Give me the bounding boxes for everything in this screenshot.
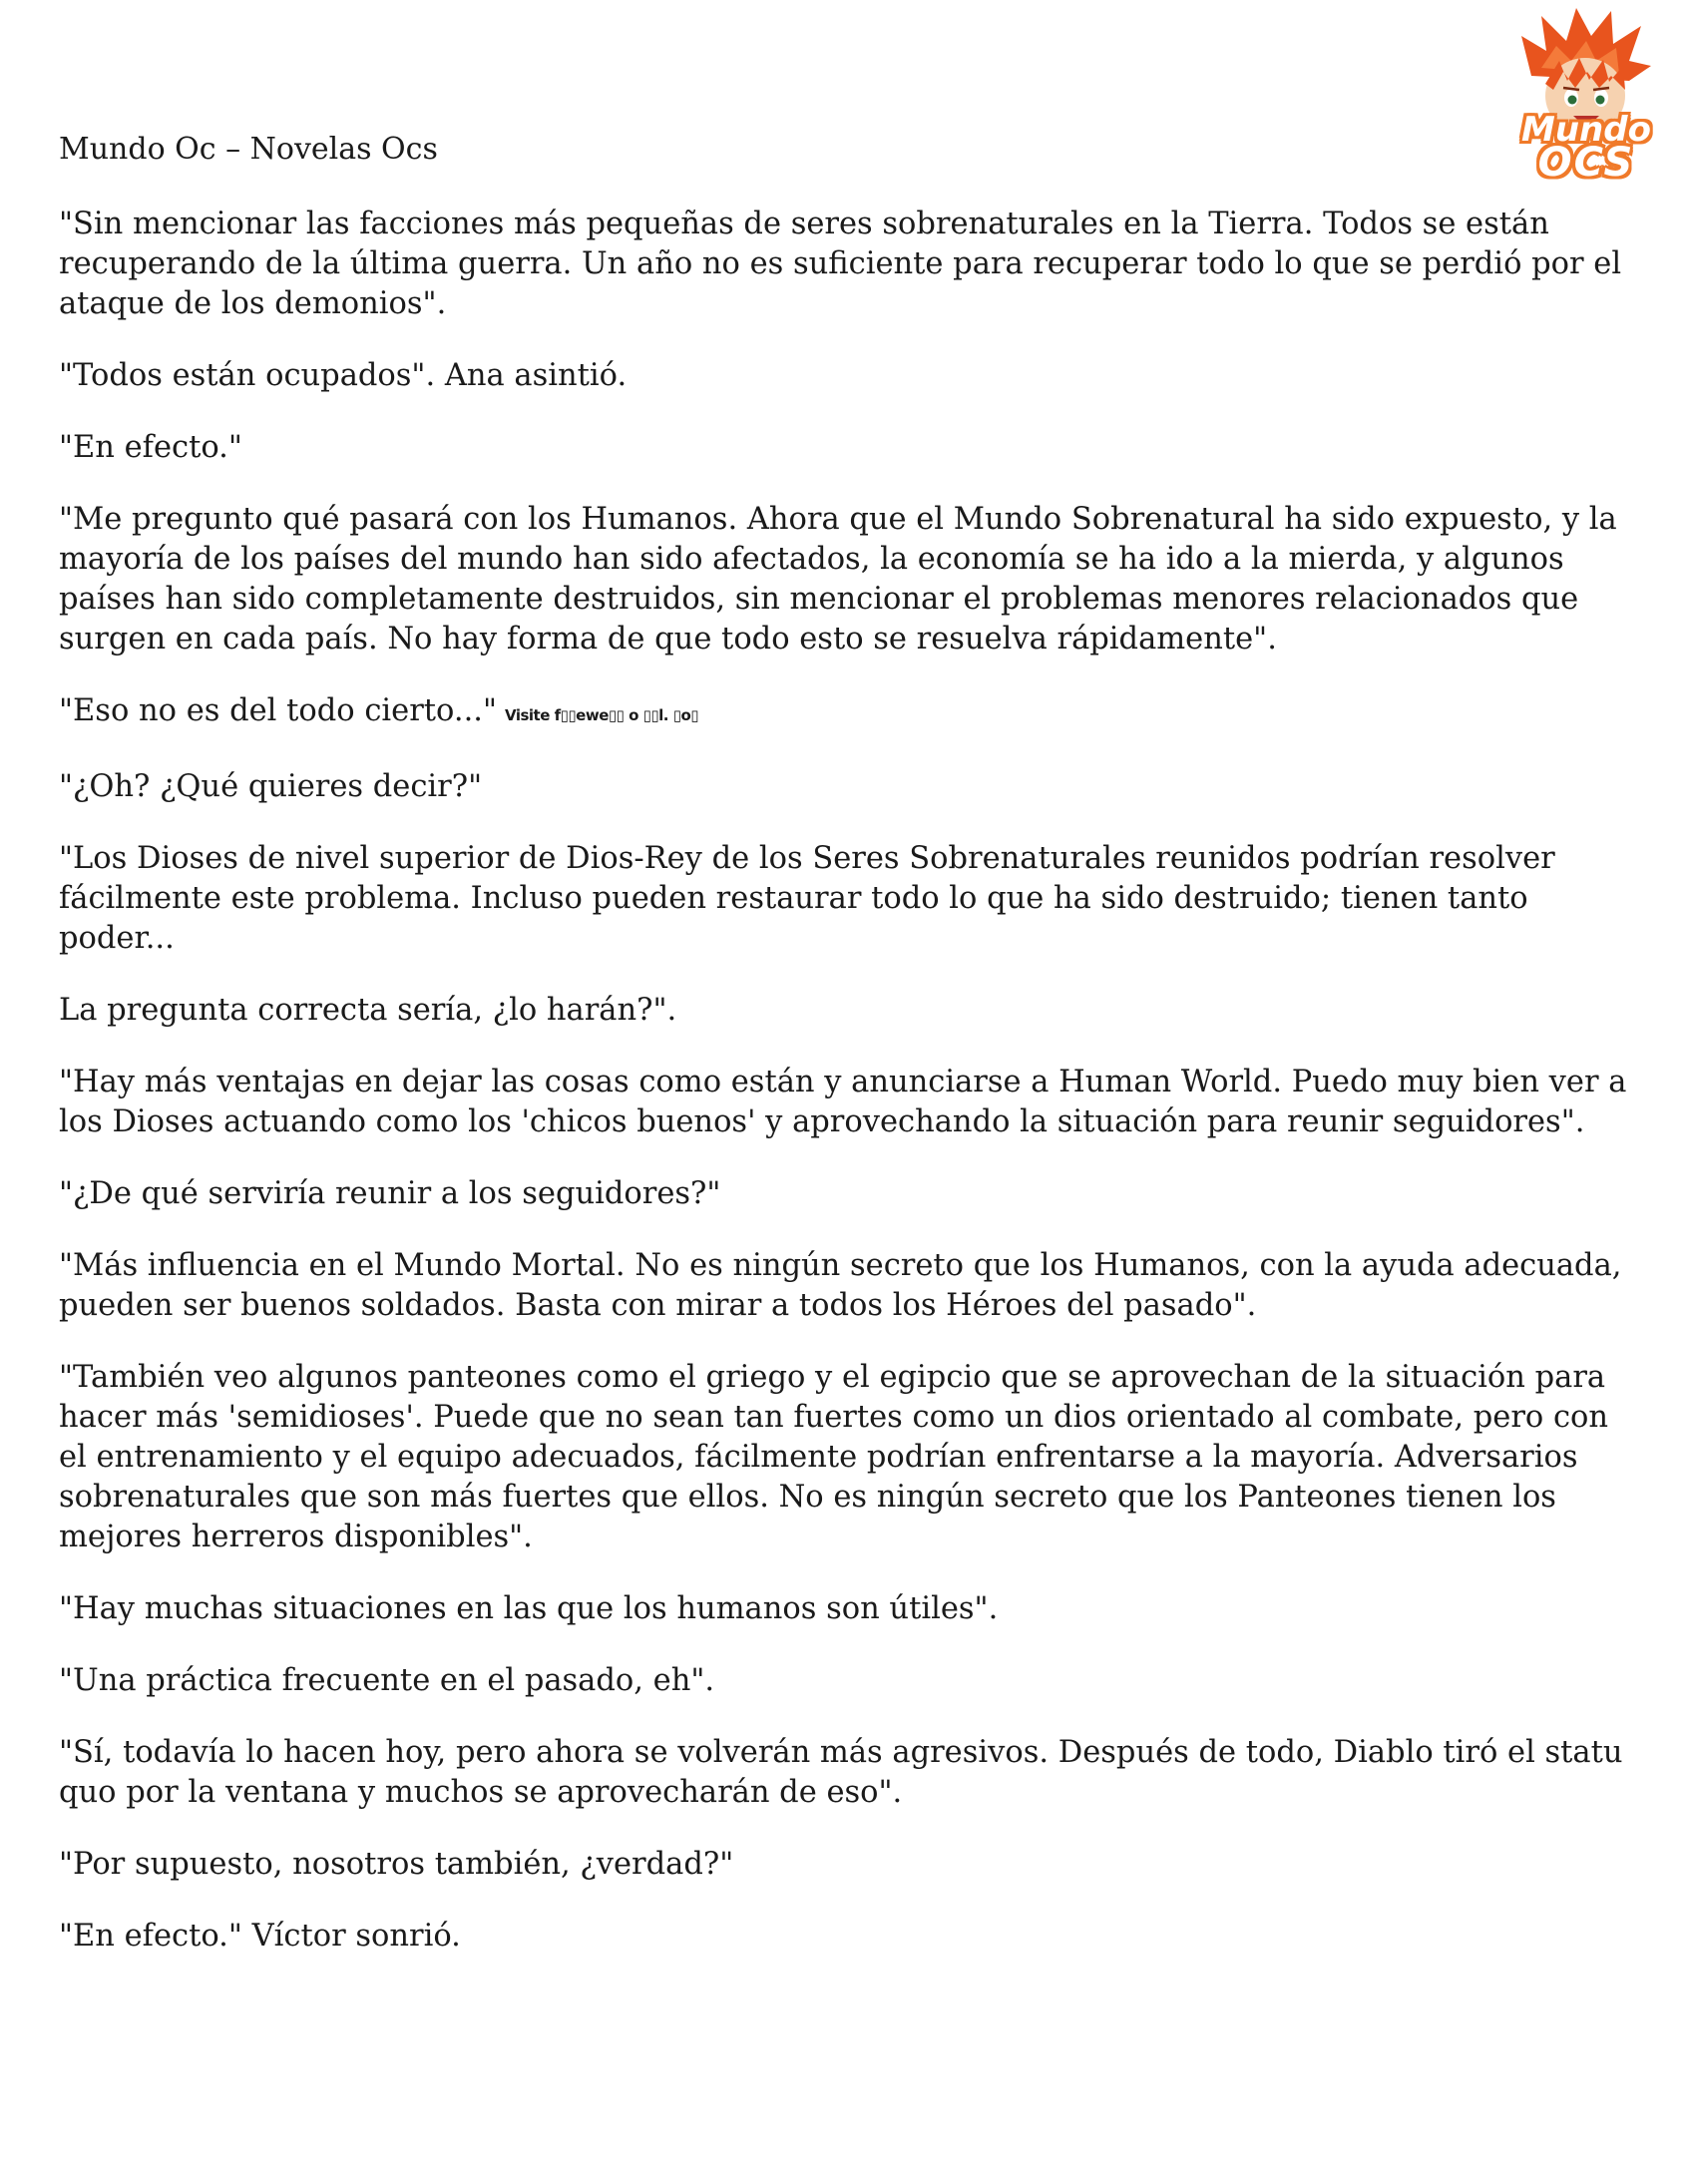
paragraph-text: "Eso no es del todo cierto...": [59, 693, 497, 728]
paragraph: "Sí, todavía lo hacen hoy, pero ahora se volverán más agresivos. Después de todo, Diablo tiró el statu quo por la ventana y muchos se aprovecharán de eso".: [59, 1735, 1623, 1810]
logo-wordmark: [1501, 110, 1671, 186]
paragraph: "En efecto.": [59, 430, 242, 465]
paragraph: "Hay muchas situaciones en las que los humanos son útiles".: [59, 1591, 999, 1626]
logo-line-2: OCS: [1537, 140, 1635, 186]
paragraph: La pregunta correcta sería, ¿lo harán?".: [59, 993, 677, 1028]
paragraph: "Me pregunto qué pasará con los Humanos. Ahora que el Mundo Sobrenatural ha sido expuesto, y la mayoría de los países del mundo han sido afectados, la economía se ha ido a la mierda, y algunos países han sido completamente destruidos, sin mencionar el problemas menores relacionados que surgen en cada país. No hay forma de que todo esto se resuelva rápidamente".: [59, 502, 1617, 656]
site-watermark: Visite f▯▯ewe▯▯ o ▯▯l. ▯o▯: [505, 706, 699, 724]
paragraph: "También veo algunos panteones como el griego y el egipcio que se aprovechan de la situación para hacer más 'semidioses'. Puede que no sean tan fuertes como un dios orientado al combate, pero con el entrenamiento y el equipo adecuados, fácilmente podrían enfrentarse a la mayoría. Adversarios sobrenaturales que son más fuertes que ellos. No es ningún secreto que los Panteones tienen los mejores herreros disponibles".: [59, 1360, 1609, 1554]
paragraph: "¿Oh? ¿Qué quieres decir?": [59, 769, 483, 804]
paragraph: "¿De qué serviría reunir a los seguidores?": [59, 1176, 721, 1211]
paragraph: "Todos están ocupados". Ana asintió.: [59, 358, 628, 393]
paragraph: "Hay más ventajas en dejar las cosas como están y anunciarse a Human World. Puedo muy bien ver a los Dioses actuando como los 'chicos buenos' y aprovechando la situación para reunir seguidores".: [59, 1065, 1627, 1139]
paragraph: "En efecto." Víctor sonrió.: [59, 1919, 461, 1954]
paragraph: "Sin mencionar las facciones más pequeñas de seres sobrenaturales en la Tierra. Todos se están recuperando de la última guerra. Un año no es suficiente para recuperar todo lo que se perdió por el ataque de los demonios".: [59, 207, 1622, 321]
page-header: Mundo Oc – Novelas Ocs: [59, 132, 438, 167]
mundo-ocs-logo: [1501, 6, 1671, 186]
paragraph: "Los Dioses de nivel superior de Dios-Rey de los Seres Sobrenaturales reunidos podrían resolver fácilmente este problema. Incluso pueden restaurar todo lo que ha sido destruido; tienen tanto poder...: [59, 841, 1555, 956]
logo-line-1: Mundo: [1521, 110, 1651, 150]
document-body: [59, 205, 1645, 1988]
paragraph: "Una práctica frecuente en el pasado, eh".: [59, 1663, 715, 1698]
paragraph: "Más influencia en el Mundo Mortal. No es ningún secreto que los Humanos, con la ayuda adecuada, pueden ser buenos soldados. Basta con mirar a todos los Héroes del pasado".: [59, 1248, 1622, 1323]
paragraph-with-watermark: [59, 691, 1645, 735]
paragraph: "Por supuesto, nosotros también, ¿verdad?": [59, 1847, 734, 1882]
